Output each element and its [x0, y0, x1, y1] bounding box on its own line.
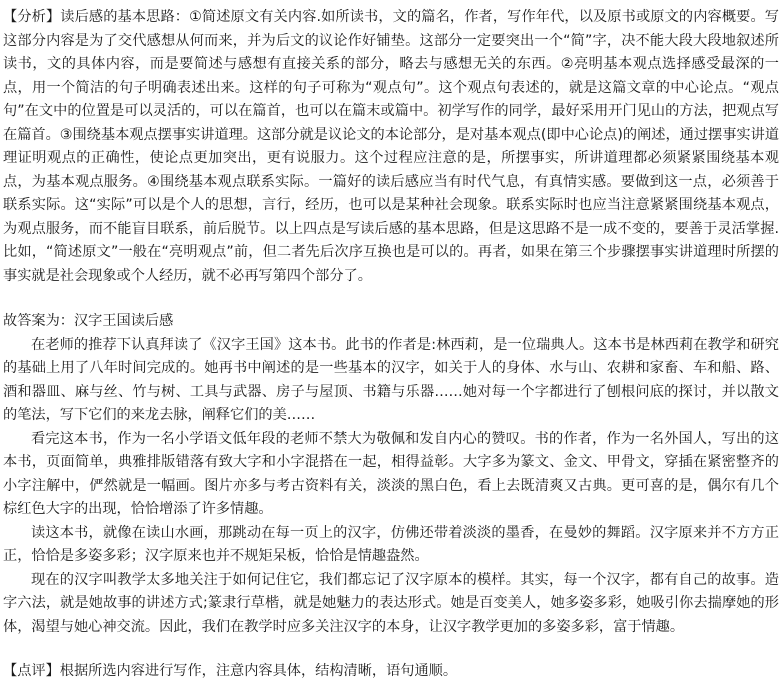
spacer: [3, 639, 779, 660]
analysis-text: 读后感的基本思路：①简述原文有关内容.如所读书，文的篇名，作者，写作年代，以及原书或原文的内容概要。写这部分内容是为了交代感想从何而来，并为后文的议论作好铺垫。这部分一定要突出一个“简”字，决不能大段大段地叙述所读书，文的具体内容，而是要简述与感想有直接关系的部分，略去与感想无关的东西。②亮明基本观点选择感受最深的一点，用一个简洁的句子明确表述出来。这样的句子可称为“观点句”。这个观点句表述的，就是这篇文章的中心论点。“观点句”在文中的位置是可以灵活的，可以在篇首，也可以在篇末或篇中。初学写作的同学，最好采用开门见山的方法，把观点写在篇首。③围绕基本观点摆事实讲道理。这部分就是议论文的本论部分，是对基本观点(即中心论点)的阐述，通过摆事实讲道理证明观点的正确性，使论点更加突出，更有说服力。这个过程应注意的是，所摆事实，所讲道理都必须紧紧围绕基本观点，为基本观点服务。④围绕基本观点联系实际。一篇好的读后感应当有时代气息，有真情实感。要做到这一点，必须善于联系实际。这“实际”可以是个人的思想，言行，经历，也可以是某种社会现象。联系实际时也应当注意紧紧围绕基本观点，为观点服务，而不能盲目联系，前后脱节。以上四点是写读后感的基本思路，但是这思路不是一成不变的，要善于灵活掌握.比如，“简述原文”一般在“亮明观点”前，但二者先后次序互换也是可以的。再者，如果在第三个步骤摆事实讲道理时所摆的事实就是社会现象或个人经历，就不必再写第四个部分了。: [3, 9, 779, 284]
comment-paragraph: [3, 660, 779, 684]
answer-heading: 故答案为：汉字王国读后感: [3, 313, 174, 329]
spacer: [3, 288, 779, 310]
comment-text: 根据所选内容进行写作，注意内容具体，结构清晰，语句通顺。: [59, 663, 458, 679]
analysis-label: 【分析】: [3, 9, 61, 25]
document-page: [3, 6, 779, 684]
comment-label: 【点评】: [3, 663, 60, 679]
analysis-paragraph: [3, 6, 779, 288]
answer-paragraph-4: 现在的汉字叫教学太多地关注于如何记住它，我们都忘记了汉字原本的模样。其实，每一个汉字，都有自己的故事。造字六法，就是她故事的讲述方式;篆隶行草楷，就是她魅力的表达形式。她是百变美人，她多姿多彩，她吸引你去揣摩她的形体，渴望与她心神交流。因此，我们在教学时应多关注汉字的本身，让汉字教学更加的多姿多彩，富于情趣。: [3, 571, 779, 635]
answer-paragraph-2: 看完这本书，作为一名小学语文低年段的老师不禁大为敬佩和发自内心的赞叹。书的作者，作为一名外国人，写出的这本书，页面简单，典雅排版错落有致大字和小字混搭在一起，相得益彰。大字多为篆文、金文、甲骨文，穿插在紧密整齐的小字注解中，俨然就是一幅画。图片亦多与考古资料有关，淡淡的黑白色，看上去既清爽又古典。更可喜的是，偶尔有几个棕红色大字的出现，恰恰增添了许多情趣。: [3, 430, 779, 517]
answer-paragraph-1: 在老师的推荐下认真拜读了《汉字王国》这本书。此书的作者是:林西莉，是一位瑞典人。这本书是林西莉在教学和研究的基础上用了八年时间完成的。她再书中阐述的是一些基本的汉字，如关于人的身体、水与山、农耕和家畜、车和船、路、酒和器皿、麻与丝、竹与树、工具与武器、房子与屋顶、书籍与乐器……她对每一个字都进行了刨根问底的探讨，并以散文的笔法，写下它们的来龙去脉，阐释它们的美……: [3, 336, 779, 423]
answer-paragraph-3: 读这本书，就像在读山水画，那跳动在每一页上的汉字，仿佛还带着淡淡的墨香，在曼妙的舞蹈。汉字原来并不方方正正，恰恰是多姿多彩；汉字原来也并不规矩呆板，恰恰是情趣盎然。: [3, 524, 779, 564]
